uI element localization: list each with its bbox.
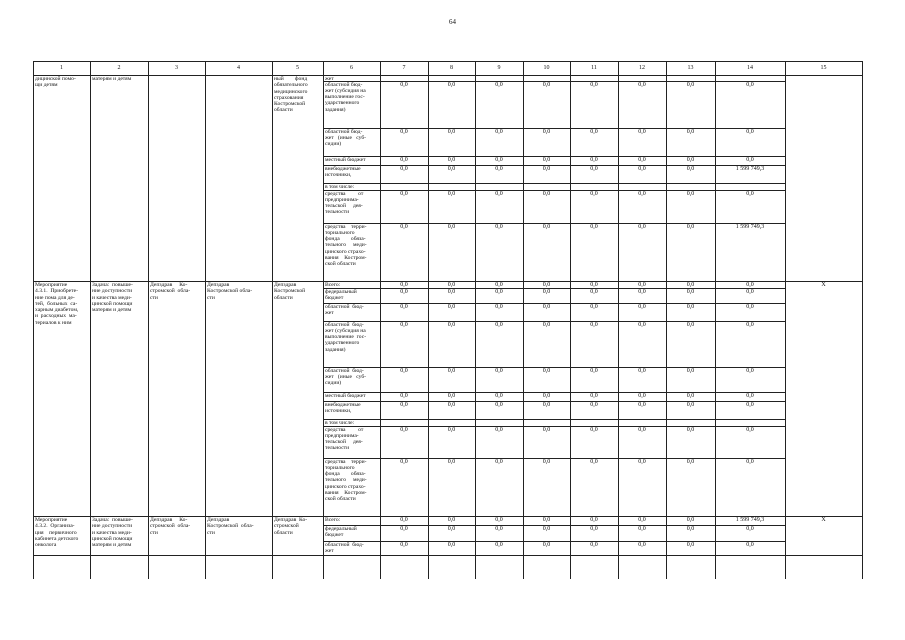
value-cell: 0,0 — [447, 517, 456, 523]
value-cell: 0,0 — [495, 427, 503, 433]
value-cell: 0,0 — [447, 368, 456, 374]
source-label: в том числе: — [325, 183, 355, 190]
value-cell: 0,0 — [590, 517, 598, 523]
value-cell: 0,0 — [447, 542, 456, 548]
value-cell: 0,0 — [447, 526, 456, 532]
column-header: 1 — [60, 65, 63, 71]
column-header: 10 — [543, 65, 550, 71]
column-line — [475, 61, 476, 579]
value-cell: 0,0 — [746, 526, 754, 532]
value-cell: 0,0 — [542, 304, 551, 310]
value-cell: 1 599 749,3 — [735, 224, 765, 230]
value-cell: 0,0 — [495, 402, 503, 408]
source-label: областной бюд- жет (субсидия на выполнение гос- ударственного задания) — [325, 81, 366, 113]
value-cell: 0,0 — [638, 129, 646, 135]
value-cell: 0,0 — [638, 157, 646, 163]
value-cell: 0,0 — [542, 517, 551, 523]
value-cell: 0,0 — [542, 542, 551, 548]
block-cell-col3 — [150, 76, 204, 280]
source-label: областной бюд- жет — [325, 303, 364, 316]
column-line — [205, 61, 206, 579]
value-cell: 0,0 — [542, 393, 551, 399]
column-line — [618, 61, 619, 579]
value-cell: 0,0 — [686, 517, 695, 523]
value-cell: 0,0 — [542, 289, 551, 295]
block-cell-col1: Мероприятие 4.3.1. Приобрете- ние пома для де- тей, больных са- харным диабетом, и расходных ма- териалов к ним — [35, 282, 79, 326]
value-cell: 0,0 — [400, 542, 408, 548]
block-cell-col2: Задача: повыше- ние доступности и качества меди- цинской помощи матерям и детям — [92, 517, 133, 549]
value-cell: 0,0 — [638, 224, 646, 230]
value-cell: 0,0 — [590, 157, 598, 163]
value-cell: 0,0 — [590, 368, 598, 374]
value-cell: 0,0 — [590, 191, 598, 197]
value-cell: 0,0 — [447, 282, 456, 288]
value-cell: 0,0 — [590, 459, 598, 465]
source-label: средства терри- ториального фонда обяза- тельного меди- цинского страхо- вания Костром- ской области — [325, 223, 367, 268]
column-line — [715, 61, 716, 579]
source-label: жет — [325, 75, 334, 81]
value-cell: 0,0 — [746, 282, 754, 288]
value-cell: 0,0 — [590, 402, 598, 408]
column-line — [428, 61, 429, 579]
column-header: 6 — [350, 65, 353, 71]
value-cell: 0,0 — [638, 304, 646, 310]
value-cell: 0,0 — [686, 224, 695, 230]
source-label: Всего: — [325, 516, 341, 523]
value-cell: 0,0 — [495, 517, 503, 523]
value-cell: 0,0 — [590, 82, 598, 88]
value-cell: 0,0 — [447, 166, 456, 172]
value-cell: 0,0 — [447, 289, 456, 295]
value-cell: 0,0 — [686, 129, 695, 135]
column-line — [380, 61, 381, 579]
value-cell: 0,0 — [746, 459, 754, 465]
value-cell: 0,0 — [638, 282, 646, 288]
value-cell: 0,0 — [686, 402, 695, 408]
value-cell: 0,0 — [542, 402, 551, 408]
value-cell: 0,0 — [400, 157, 408, 163]
value-cell: 0,0 — [746, 542, 754, 548]
value-cell: 0,0 — [746, 393, 754, 399]
value-cell: 0,0 — [400, 459, 408, 465]
value-cell: 0,0 — [542, 282, 551, 288]
value-cell: 0,0 — [542, 368, 551, 374]
value-cell: 0,0 — [746, 368, 754, 374]
budget-table — [33, 61, 862, 579]
value-cell: 0,0 — [447, 129, 456, 135]
column-header: 8 — [450, 65, 453, 71]
value-cell: 0,0 — [495, 129, 503, 135]
page-number: 64 — [449, 18, 456, 26]
value-cell: 0,0 — [590, 393, 598, 399]
value-cell: 0,0 — [686, 427, 695, 433]
column-line — [862, 61, 863, 579]
value-cell: 0,0 — [590, 129, 598, 135]
value-cell: 0,0 — [495, 368, 503, 374]
value-cell: 0,0 — [746, 129, 754, 135]
value-cell: 0,0 — [400, 166, 408, 172]
block-cell-col1: Мероприятие 4.3.2. Организа- ция первичного кабинета детского онколога — [35, 517, 79, 549]
source-label: средства от предпринима- тельской дея- тельности — [325, 426, 364, 452]
value-cell: 0,0 — [542, 191, 551, 197]
source-label: местный бюджет — [325, 156, 366, 163]
value-cell: 0,0 — [686, 393, 695, 399]
header-top-line — [33, 61, 862, 62]
value-cell: 0,0 — [400, 526, 408, 532]
value-cell: 0,0 — [400, 191, 408, 197]
value-cell: 0,0 — [686, 289, 695, 295]
source-label: в том числе: — [325, 419, 355, 426]
value-cell: 0,0 — [590, 289, 598, 295]
value-cell: 0,0 — [447, 459, 456, 465]
value-cell: 0,0 — [400, 517, 408, 523]
column-header: 12 — [639, 65, 645, 71]
column-header: 9 — [497, 65, 501, 71]
value-cell: 0,0 — [447, 322, 456, 328]
value-cell: 0,0 — [495, 542, 503, 548]
value-cell: 0,0 — [590, 166, 598, 172]
block-cell-col3: Депздрав Ко- стромской обла- сти — [150, 282, 191, 301]
column-line — [148, 61, 149, 579]
value-cell: 0,0 — [400, 393, 408, 399]
value-cell: 0,0 — [495, 157, 503, 163]
value-cell: 0,0 — [495, 191, 503, 197]
column-line — [33, 61, 34, 579]
value-cell: 0,0 — [686, 542, 695, 548]
value-cell: 0,0 — [400, 402, 408, 408]
value-cell: 0,0 — [686, 368, 695, 374]
value-cell: 0,0 — [495, 82, 503, 88]
value-cell: 0,0 — [590, 282, 598, 288]
value-cell: 0,0 — [686, 166, 695, 172]
value-cell: 0,0 — [495, 393, 503, 399]
value-cell: 0,0 — [746, 289, 754, 295]
value-cell: 0,0 — [495, 224, 503, 230]
value-cell: 0,0 — [590, 322, 598, 328]
column-header: 4 — [237, 65, 240, 71]
column-header: 13 — [687, 65, 694, 71]
block-cell-col4 — [207, 76, 271, 280]
column-line — [666, 61, 667, 579]
block-cell-col2: матерям и детям — [92, 76, 132, 82]
block-cell-col4: Депздрав Костромской обла- сти — [207, 517, 254, 536]
source-label: федеральный бюджет — [325, 288, 357, 301]
value-cell: 0,0 — [638, 191, 646, 197]
source-label: областной бюд- жет (иные суб- сидии) — [325, 128, 367, 148]
value-cell: 0,0 — [495, 282, 503, 288]
value-cell: 0,0 — [542, 459, 551, 465]
value-cell: 0,0 — [542, 526, 551, 532]
value-cell: 0,0 — [746, 322, 754, 328]
source-label: областной бюд- жет (субсидия на выполнение гос- ударственного задания) — [325, 321, 367, 353]
value-cell: 0,0 — [686, 157, 695, 163]
column-line — [523, 61, 524, 579]
value-cell: 0,0 — [638, 166, 646, 172]
value-cell: 0,0 — [686, 322, 695, 328]
value-cell: 0,0 — [590, 526, 598, 532]
value-cell: 0,0 — [495, 166, 503, 172]
value-cell: 0,0 — [638, 82, 646, 88]
value-cell: 0,0 — [400, 427, 408, 433]
value-cell: 0,0 — [542, 427, 551, 433]
block-cell-col3: Депздрав Ко- стромской обла- сти — [150, 517, 191, 536]
block-cell-col1: дицинской помо- щи детям — [35, 76, 76, 89]
value-cell: 0,0 — [542, 129, 551, 135]
value-cell: 0,0 — [590, 224, 598, 230]
column-header: 7 — [402, 65, 406, 71]
source-label: местный бюджет — [325, 392, 366, 399]
value-cell: 0,0 — [447, 402, 456, 408]
value-cell: 0,0 — [746, 157, 754, 163]
value-cell: 0,0 — [638, 368, 646, 374]
source-label: федеральный бюджет — [325, 525, 357, 538]
value-cell: 0,0 — [746, 82, 754, 88]
block-cell-col4: Депздрав Костромской обла- сти — [207, 282, 253, 301]
value-cell: 0,0 — [638, 526, 646, 532]
block-cell-col5: Депздрав Ко- стромской области — [274, 517, 308, 536]
column-header: 11 — [591, 65, 597, 71]
value-cell: 0,0 — [400, 282, 408, 288]
value-cell: 0,0 — [495, 526, 503, 532]
value-cell: 0,0 — [686, 459, 695, 465]
column-line — [785, 61, 786, 579]
column-line — [570, 61, 571, 579]
column-header: 15 — [820, 65, 827, 71]
value-cell: 0,0 — [638, 289, 646, 295]
value-cell: 0,0 — [400, 82, 408, 88]
value-cell: 0,0 — [400, 368, 408, 374]
value-cell: 1 599 749,3 — [735, 166, 765, 172]
value-cell: 0,0 — [686, 526, 695, 532]
value-cell: 0,0 — [638, 402, 646, 408]
value-cell: 0,0 — [400, 304, 408, 310]
value-cell: 0,0 — [495, 322, 503, 328]
block-line — [33, 555, 323, 556]
value-cell: 0,0 — [400, 224, 408, 230]
value-cell: 0,0 — [495, 304, 503, 310]
value-cell: 0,0 — [447, 427, 456, 433]
value-cell: 0,0 — [542, 224, 551, 230]
column-header: 2 — [117, 65, 121, 71]
column-header: 14 — [747, 65, 753, 71]
column-header: 3 — [175, 65, 178, 71]
column-line — [272, 61, 273, 579]
value-cell: 0,0 — [746, 304, 754, 310]
value-cell: 0,0 — [400, 129, 408, 135]
value-cell: 0,0 — [686, 82, 695, 88]
source-label: Всего: — [325, 281, 341, 288]
column-header: 5 — [296, 65, 299, 71]
column-line — [90, 61, 91, 579]
column-line — [323, 61, 324, 579]
source-label: средства терри- ториального фонда обяза- тельного меди- цинского страхо- вания Костром- ской области — [325, 458, 367, 503]
value-cell: 0,0 — [495, 289, 503, 295]
value-cell: 0,0 — [590, 427, 598, 433]
value-cell: 0,0 — [686, 304, 695, 310]
value-cell: 0,0 — [400, 289, 408, 295]
value-cell: 0,0 — [400, 322, 408, 328]
value-cell: 0,0 — [447, 191, 456, 197]
value-cell: 0,0 — [447, 224, 456, 230]
value-cell: 0,0 — [746, 402, 754, 408]
block-cell-col2: Задача: повыше- ние доступности и качества меди- цинской помощи матерям и детям — [92, 282, 133, 314]
value-cell: 0,0 — [746, 427, 754, 433]
block-cell-col5: Депздрав Костромской области — [274, 282, 306, 301]
value-cell: 0,0 — [447, 393, 456, 399]
value-cell: 0,0 — [638, 542, 646, 548]
block-cell-col15: Х — [821, 517, 826, 523]
value-cell: 0,0 — [638, 459, 646, 465]
value-cell: 0,0 — [447, 82, 456, 88]
source-label: областной бюд- жет — [325, 541, 364, 554]
value-cell: 0,0 — [638, 517, 646, 523]
block-line — [785, 555, 862, 556]
block-cell-col5: ный фонд обязательного медицинского страхования Костромской области — [274, 76, 308, 114]
value-cell: 0,0 — [542, 82, 551, 88]
value-cell: 0,0 — [542, 157, 551, 163]
value-cell: 0,0 — [447, 157, 456, 163]
block-cell-col15: Х — [821, 282, 826, 288]
value-cell: 0,0 — [590, 304, 598, 310]
value-cell: 0,0 — [495, 459, 503, 465]
value-cell: 0,0 — [590, 542, 598, 548]
value-cell: 1 599 749,3 — [735, 517, 765, 523]
value-cell: 0,0 — [686, 282, 695, 288]
value-cell: 0,0 — [542, 166, 551, 172]
value-cell: 0,0 — [686, 191, 695, 197]
source-label: средства от предпринима- тельской дея- тельности — [325, 190, 364, 216]
value-cell: 0,0 — [447, 304, 456, 310]
value-cell: 0,0 — [638, 427, 646, 433]
source-label: областной бюд- жет (иные суб- сидии) — [325, 367, 367, 387]
value-cell: 0,0 — [542, 322, 551, 328]
source-label: внебюджетные источники, — [325, 165, 361, 178]
value-cell: 0,0 — [638, 322, 646, 328]
value-cell: 0,0 — [746, 191, 754, 197]
value-cell: 0,0 — [638, 393, 646, 399]
source-label: внебюджетные источники, — [325, 401, 361, 414]
